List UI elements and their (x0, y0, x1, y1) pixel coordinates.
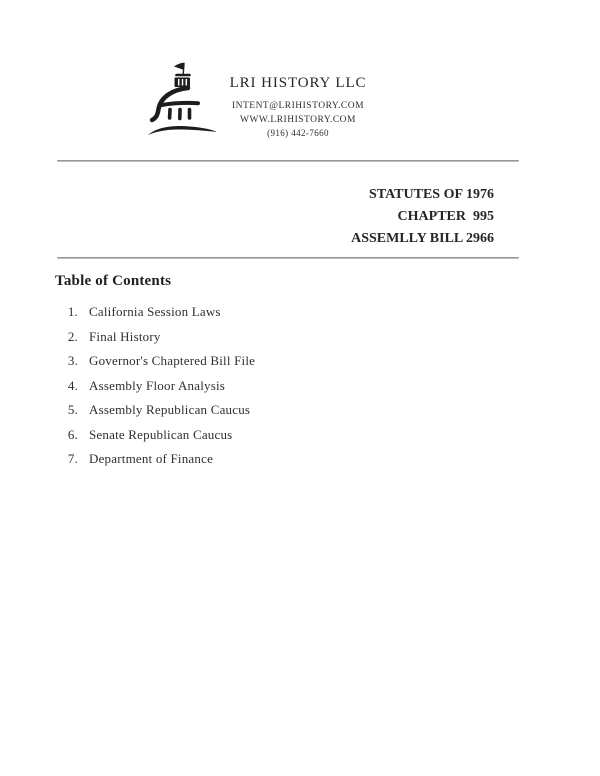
toc-item-number: 2. (67, 328, 78, 344)
toc-item-label: California Session Laws (89, 304, 221, 319)
divider-top (57, 160, 519, 162)
case-reference (351, 184, 494, 250)
company-phone: (916) 442-7660 (267, 128, 329, 138)
toc-item-number: 7. (67, 451, 78, 466)
bill-line: ASSEMLLY BILL 2966 (351, 231, 494, 246)
toc-item (58, 426, 255, 444)
toc-item (58, 401, 255, 419)
divider-bottom (57, 257, 519, 259)
toc-item-label: Senate Republican Caucus (89, 426, 233, 442)
toc-title: Table of Contents (55, 273, 172, 289)
toc-item-label: Assembly Floor Analysis (89, 377, 226, 393)
toc-item-label: Governor's Chaptered Bill File (89, 353, 256, 368)
toc-item (58, 377, 255, 395)
toc-item-label: Final History (89, 328, 161, 344)
statutes-line: STATUTES OF 1976 (369, 187, 494, 202)
toc-item-number: 3. (67, 353, 78, 368)
toc-item-label: Department of Finance (89, 451, 214, 466)
toc-item-number: 6. (67, 426, 78, 442)
toc-item-number: 5. (67, 402, 78, 417)
company-website: WWW.LRIHISTORY.COM (240, 114, 356, 125)
toc-item (58, 328, 255, 346)
toc-item (58, 450, 255, 468)
company-email: INTENT@LRIHISTORY.COM (231, 101, 365, 111)
toc-item-label: Assembly Republican Caucus (89, 402, 251, 417)
toc-item-number: 1. (67, 304, 78, 319)
company-name: LRI HISTORY LLC (229, 75, 367, 91)
toc-list (58, 303, 255, 475)
toc-item (58, 352, 255, 370)
chapter-line: CHAPTER 995 (397, 209, 494, 224)
letterhead (178, 74, 418, 140)
toc-item-number: 4. (67, 377, 78, 393)
toc-item (58, 303, 255, 321)
